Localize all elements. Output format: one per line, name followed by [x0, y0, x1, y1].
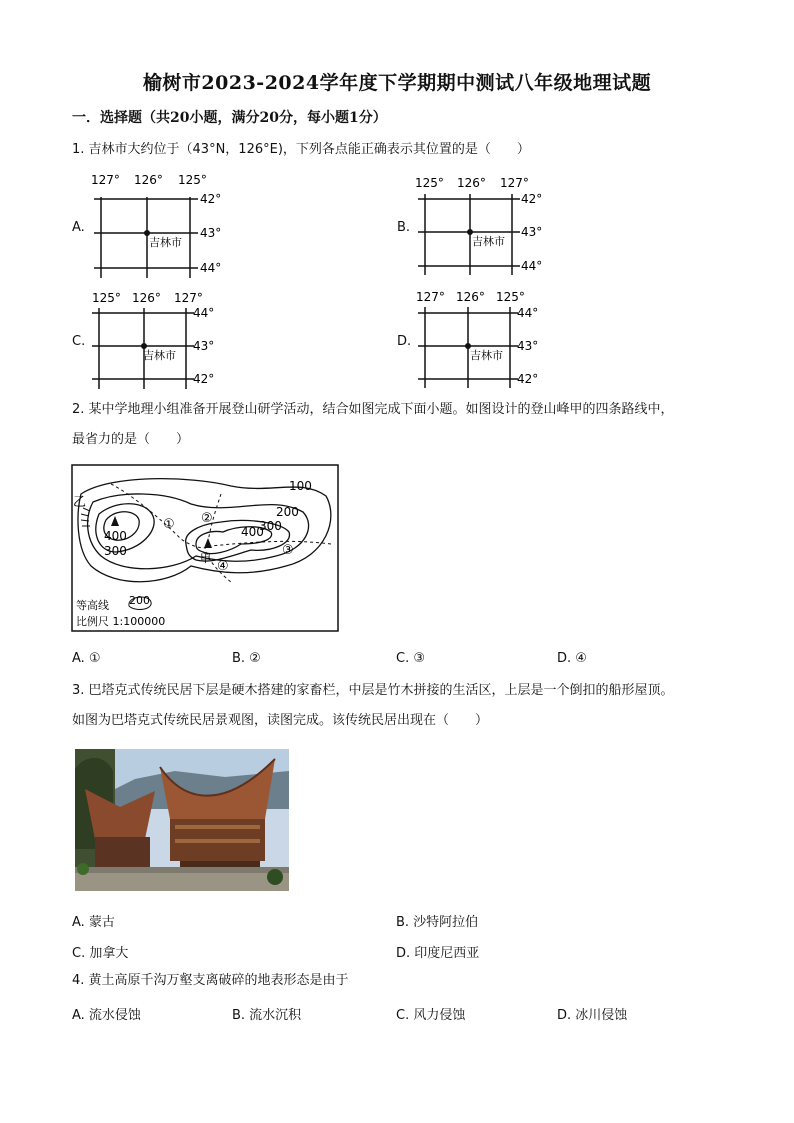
option-b-label: B. [397, 220, 411, 235]
question-3-stem-line1: 3. 巴塔克式传统民居下层是硬木搭建的家畜栏，中层是竹木拼接的生活区，上层是一个倒扣的船形屋顶。 [72, 683, 674, 698]
q2-option-c[interactable]: C. ③ [396, 651, 425, 666]
grid-d-lon-1: 127° [416, 290, 445, 304]
grid-c-lat-2: 43° [193, 339, 215, 353]
grid-b [410, 172, 560, 282]
grid-a-lon-3: 125° [178, 173, 207, 187]
question-2-stem-line1: 2. 某中学地理小组准备开展登山研学活动，结合如图完成下面小题。如图设计的登山峰甲的四条路线中， [72, 402, 674, 417]
grid-d-lon-2: 126° [456, 290, 485, 304]
grid-c-lat-1: 44° [193, 306, 215, 320]
page-title: 榆树市2023-2024学年度下学期期中测试八年级地理试题 [142, 72, 652, 94]
grid-a-lat-3: 44° [200, 261, 222, 275]
grid-b-lat-3: 44° [521, 259, 543, 273]
grid-d-city: 吉林市 [470, 349, 503, 362]
contour-label-400-left: 400 [104, 529, 127, 543]
q4-option-c[interactable]: C. 风力侵蚀 [396, 1008, 466, 1023]
grid-b-city: 吉林市 [472, 235, 505, 248]
peak-b-label: 乙 [73, 495, 87, 510]
grid-c-lon-2: 126° [132, 291, 161, 305]
option-d-label: D. [397, 334, 412, 349]
q3-option-b[interactable]: B. 沙特阿拉伯 [396, 915, 479, 930]
grid-c [84, 290, 234, 395]
grid-a-city: 吉林市 [149, 236, 182, 249]
grid-c-lat-3: 42° [193, 372, 215, 386]
legend-label: 等高线 [76, 599, 109, 612]
grid-d-lat-2: 43° [517, 339, 539, 353]
route-4-label: ④ [217, 559, 229, 574]
contour-label-300-left: 300 [104, 544, 127, 558]
grid-a-lat-2: 43° [200, 226, 222, 240]
question-2-stem-line2: 最省力的是（ ） [72, 432, 190, 447]
grid-a [86, 170, 236, 285]
scale-label: 比例尺 1:100000 [76, 615, 166, 628]
grid-a-lon-2: 126° [134, 173, 163, 187]
legend-value: 200 [129, 594, 150, 607]
q3-option-a[interactable]: A. 蒙古 [72, 915, 115, 930]
contour-map [71, 464, 339, 632]
grid-b-lat-2: 43° [521, 225, 543, 239]
grid-b-lat-1: 42° [521, 192, 543, 206]
contour-label-200: 200 [276, 505, 299, 519]
q2-option-d[interactable]: D. ④ [557, 651, 587, 666]
q3-option-d[interactable]: D. 印度尼西亚 [396, 946, 480, 961]
grid-d-lon-3: 125° [496, 290, 525, 304]
question-4-stem: 4. 黄土高原千沟万壑支离破碎的地表形态是由于 [72, 973, 349, 988]
section-heading: 一．选择题（共20小题，满分20分，每小题1分） [72, 110, 387, 126]
grid-a-lon-1: 127° [91, 173, 120, 187]
grid-d-lat-3: 42° [517, 372, 539, 386]
q2-option-b[interactable]: B. ② [232, 651, 261, 666]
grid-c-city: 吉林市 [143, 349, 176, 362]
question-1-stem: 1. 吉林市大约位于（43°N，126°E)，下列各点能正确表示其位置的是（ ） [72, 142, 530, 157]
grid-c-lon-1: 125° [92, 291, 121, 305]
route-3-label: ③ [282, 543, 294, 558]
question-3-stem-line2: 如图为巴塔克式传统民居景观图，读图完成。该传统民居出现在（ ） [72, 713, 489, 728]
option-c-label: C. [72, 334, 86, 349]
grid-d-lat-1: 44° [517, 306, 539, 320]
q4-option-b[interactable]: B. 流水沉积 [232, 1008, 302, 1023]
option-a-label: A. [72, 220, 85, 235]
grid-d [410, 288, 560, 393]
q4-option-d[interactable]: D. 冰川侵蚀 [557, 1008, 628, 1023]
q4-option-a[interactable]: A. 流水侵蚀 [72, 1008, 141, 1023]
route-1-label: ① [163, 517, 175, 532]
grid-a-lat-1: 42° [200, 192, 222, 206]
contour-label-300-right: 300 [259, 519, 282, 533]
contour-label-400-right: 400 [241, 525, 264, 539]
q3-option-c[interactable]: C. 加拿大 [72, 946, 129, 961]
grid-b-lon-1: 125° [415, 176, 444, 190]
batak-house-photo [75, 749, 289, 891]
q2-option-a[interactable]: A. ① [72, 651, 101, 666]
grid-c-lon-3: 127° [174, 291, 203, 305]
peak-a-label: 甲 [200, 552, 211, 565]
contour-label-100: 100 [289, 479, 312, 493]
grid-b-lon-3: 127° [500, 176, 529, 190]
route-2-label: ② [201, 511, 213, 526]
grid-b-lon-2: 126° [457, 176, 486, 190]
